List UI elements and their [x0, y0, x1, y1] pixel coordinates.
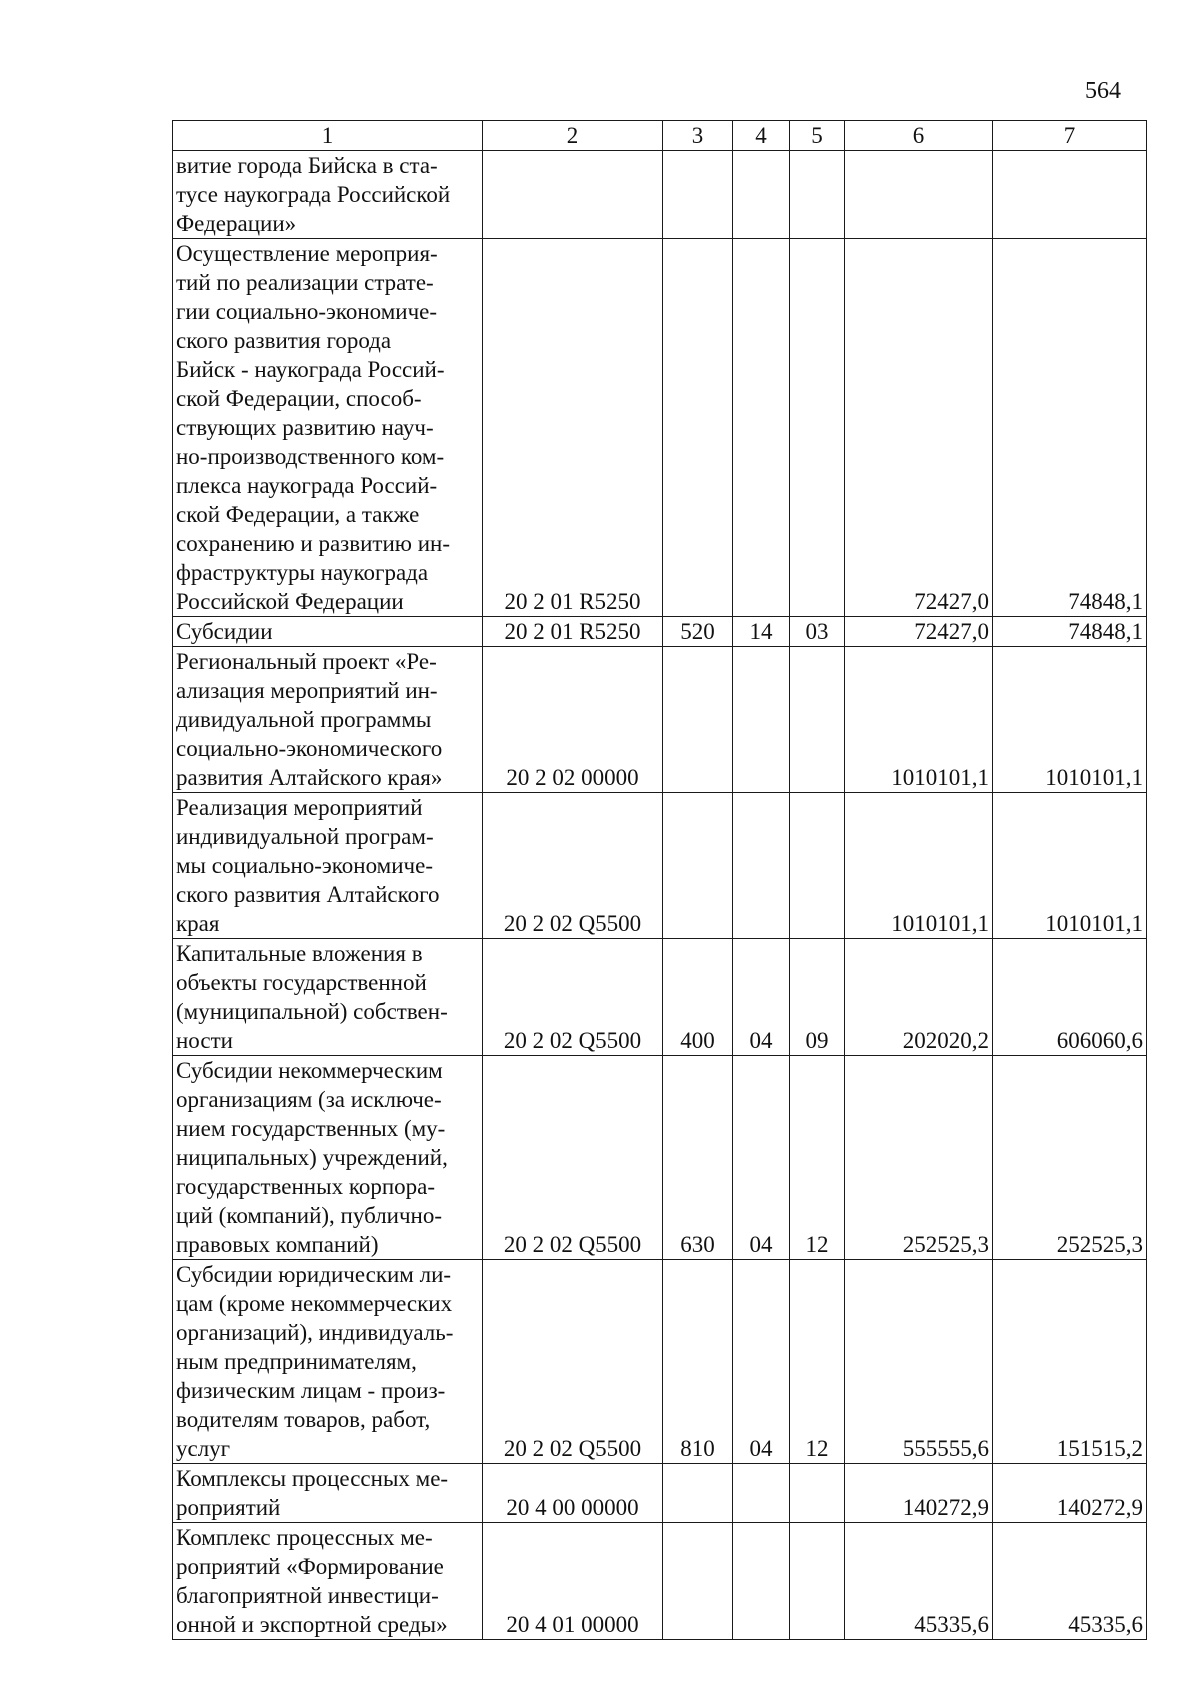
row-subsection [790, 151, 845, 239]
description-line: физическим лицам - произ- [176, 1378, 446, 1403]
row-description [173, 1523, 483, 1640]
row-amount-year-2: 140272,9 [993, 1464, 1147, 1523]
description-line: цам (кроме некоммерческих [176, 1291, 453, 1316]
row-section: 14 [733, 617, 790, 647]
row-expense-type [663, 1523, 733, 1640]
row-expense-type: 520 [663, 617, 733, 647]
row-description [173, 1056, 483, 1260]
description-line: развития Алтайского края» [176, 765, 443, 790]
row-code: 20 2 01 R5250 [483, 239, 663, 617]
description-line: тий по реализации страте- [176, 270, 434, 295]
row-section [733, 647, 790, 793]
row-subsection [790, 1523, 845, 1640]
row-amount-year-1: 1010101,1 [845, 647, 993, 793]
row-code: 20 2 01 R5250 [483, 617, 663, 647]
row-subsection [790, 647, 845, 793]
description-line: правовых компаний) [176, 1232, 379, 1257]
row-subsection [790, 793, 845, 939]
description-line: дивидуальной программы [176, 707, 432, 732]
description-line: ниципальных) учреждений, [176, 1145, 448, 1170]
row-expense-type [663, 151, 733, 239]
table-row [173, 793, 1147, 939]
description-line: Реализация мероприятий [176, 795, 423, 820]
table-row [173, 939, 1147, 1056]
header-row [173, 121, 1147, 151]
row-amount-year-1: 72427,0 [845, 617, 993, 647]
row-code [483, 151, 663, 239]
row-expense-type: 400 [663, 939, 733, 1056]
description-line: гии социально-экономиче- [176, 299, 438, 324]
table-row [173, 1523, 1147, 1640]
header-col-4: 4 [733, 121, 790, 151]
row-section: 04 [733, 1260, 790, 1464]
row-code: 20 2 02 00000 [483, 647, 663, 793]
page-number: 564 [1085, 78, 1121, 104]
row-subsection [790, 239, 845, 617]
description-line: фраструктуры наукограда [176, 560, 429, 585]
row-amount-year-1: 1010101,1 [845, 793, 993, 939]
description-line: мы социально-экономиче- [176, 853, 433, 878]
row-amount-year-1: 72427,0 [845, 239, 993, 617]
description-line: сохранению и развитию ин- [176, 531, 451, 556]
description-line: Комплекс процессных ме- [176, 1525, 433, 1550]
row-section [733, 793, 790, 939]
description-line: государственных корпора- [176, 1174, 435, 1199]
row-expense-type [663, 239, 733, 617]
header-col-3: 3 [663, 121, 733, 151]
row-subsection: 12 [790, 1056, 845, 1260]
description-line: роприятий [176, 1495, 281, 1520]
description-line: благоприятной инвестици- [176, 1583, 439, 1608]
row-code: 20 4 00 00000 [483, 1464, 663, 1523]
row-amount-year-2: 252525,3 [993, 1056, 1147, 1260]
description-line: роприятий «Формирование [176, 1554, 444, 1579]
description-line: ализация мероприятий ин- [176, 678, 438, 703]
row-amount-year-2: 74848,1 [993, 617, 1147, 647]
description-line: нием государственных (му- [176, 1116, 446, 1141]
row-amount-year-2: 1010101,1 [993, 647, 1147, 793]
description-line: Субсидии юридическим ли- [176, 1262, 452, 1287]
row-description [173, 1260, 483, 1464]
description-line: тусе наукограда Российской [176, 182, 451, 207]
header-col-2: 2 [483, 121, 663, 151]
description-line: (муниципальной) собствен- [176, 999, 448, 1024]
row-description [173, 647, 483, 793]
table-row [173, 647, 1147, 793]
row-expense-type [663, 793, 733, 939]
description-line: объекты государственной [176, 970, 427, 995]
description-line: социально-экономического [176, 736, 443, 761]
row-amount-year-1: 555555,6 [845, 1260, 993, 1464]
description-line: организациям (за исключе- [176, 1087, 442, 1112]
budget-table [172, 120, 1147, 1640]
description-line: онной и экспортной среды» [176, 1612, 448, 1637]
description-line: услуг [176, 1436, 231, 1461]
row-subsection: 09 [790, 939, 845, 1056]
description-line: ского развития Алтайского [176, 882, 440, 907]
description-line: ской Федерации, а также [176, 502, 420, 527]
row-description [173, 151, 483, 239]
row-section: 04 [733, 939, 790, 1056]
table-row [173, 1056, 1147, 1260]
table-body [173, 151, 1147, 1640]
row-section [733, 151, 790, 239]
table-row [173, 239, 1147, 617]
row-amount-year-1: 202020,2 [845, 939, 993, 1056]
description-line: водителям товаров, работ, [176, 1407, 431, 1432]
row-code: 20 2 02 Q5500 [483, 1260, 663, 1464]
description-line: индивидуальной програм- [176, 824, 434, 849]
header-col-7: 7 [993, 121, 1147, 151]
row-amount-year-2: 45335,6 [993, 1523, 1147, 1640]
row-code: 20 2 02 Q5500 [483, 793, 663, 939]
row-expense-type [663, 1464, 733, 1523]
description-line: Субсидии [176, 619, 273, 644]
description-line: организаций), индивидуаль- [176, 1320, 454, 1345]
row-description [173, 239, 483, 617]
description-line: Капитальные вложения в [176, 941, 423, 966]
row-amount-year-1: 140272,9 [845, 1464, 993, 1523]
row-subsection: 12 [790, 1260, 845, 1464]
row-amount-year-2: 74848,1 [993, 239, 1147, 617]
row-description [173, 939, 483, 1056]
row-section [733, 239, 790, 617]
row-expense-type: 810 [663, 1260, 733, 1464]
row-subsection [790, 1464, 845, 1523]
row-amount-year-1 [845, 151, 993, 239]
row-amount-year-2: 1010101,1 [993, 793, 1147, 939]
description-line: ствующих развитию науч- [176, 415, 434, 440]
row-section [733, 1464, 790, 1523]
row-description [173, 1464, 483, 1523]
row-section [733, 1523, 790, 1640]
table-row [173, 151, 1147, 239]
description-line: Комплексы процессных ме- [176, 1466, 449, 1491]
row-code: 20 4 01 00000 [483, 1523, 663, 1640]
description-line: витие города Бийска в ста- [176, 153, 438, 178]
row-amount-year-2: 606060,6 [993, 939, 1147, 1056]
row-expense-type [663, 647, 733, 793]
row-description [173, 617, 483, 647]
description-line: ций (компаний), публично- [176, 1203, 443, 1228]
description-line: ным предпринимателям, [176, 1349, 417, 1374]
row-amount-year-1: 45335,6 [845, 1523, 993, 1640]
table-header [173, 121, 1147, 151]
description-line: края [176, 911, 220, 936]
row-description [173, 793, 483, 939]
description-line: ности [176, 1028, 233, 1053]
description-line: Субсидии некоммерческим [176, 1058, 443, 1083]
description-line: ского развития города [176, 328, 392, 353]
header-col-1: 1 [173, 121, 483, 151]
row-amount-year-2: 151515,2 [993, 1260, 1147, 1464]
table-row [173, 1464, 1147, 1523]
header-col-6: 6 [845, 121, 993, 151]
description-line: Российской Федерации [176, 589, 404, 614]
row-expense-type: 630 [663, 1056, 733, 1260]
row-code: 20 2 02 Q5500 [483, 1056, 663, 1260]
description-line: ской Федерации, способ- [176, 386, 422, 411]
header-col-5: 5 [790, 121, 845, 151]
row-code: 20 2 02 Q5500 [483, 939, 663, 1056]
table-row [173, 1260, 1147, 1464]
description-line: но-производственного ком- [176, 444, 445, 469]
row-subsection: 03 [790, 617, 845, 647]
description-line: Региональный проект «Ре- [176, 649, 437, 674]
description-line: Осуществление мероприя- [176, 241, 438, 266]
row-amount-year-1: 252525,3 [845, 1056, 993, 1260]
description-line: Бийск - наукограда Россий- [176, 357, 445, 382]
table-row [173, 617, 1147, 647]
row-amount-year-2 [993, 151, 1147, 239]
row-section: 04 [733, 1056, 790, 1260]
description-line: плекса наукограда Россий- [176, 473, 438, 498]
description-line: Федерации» [176, 211, 297, 236]
